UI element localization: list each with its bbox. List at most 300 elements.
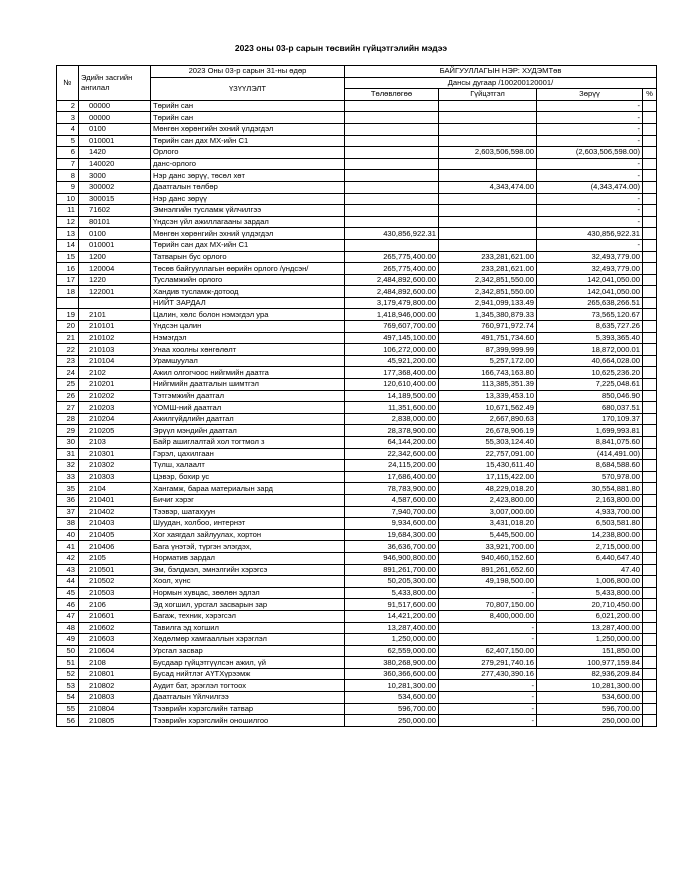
table-row [57, 668, 657, 680]
row-diff: 5,393,365.40 [537, 332, 643, 344]
row-econ-code: 00000 [79, 112, 151, 124]
row-pct [643, 263, 657, 275]
row-plan [345, 135, 439, 147]
row-number: 49 [57, 634, 79, 646]
row-diff: 8,684,588.60 [537, 460, 643, 472]
row-econ-code [79, 297, 151, 309]
row-pct [643, 123, 657, 135]
row-actual [439, 193, 537, 205]
row-actual: 48,229,018.20 [439, 483, 537, 495]
row-econ-code: 210104 [79, 355, 151, 367]
row-plan: 497,145,100.00 [345, 332, 439, 344]
table-row [57, 216, 657, 228]
row-diff: 1,006,800.00 [537, 576, 643, 588]
row-plan: 62,559,000.00 [345, 645, 439, 657]
row-econ-code: 210402 [79, 506, 151, 518]
row-diff: - [537, 239, 643, 251]
row-plan: 22,342,600.00 [345, 448, 439, 460]
table-row [57, 599, 657, 611]
row-number: 7 [57, 158, 79, 170]
table-row [57, 379, 657, 391]
row-indicator: Тавилга эд хогшил [151, 622, 345, 634]
row-econ-code: 2104 [79, 483, 151, 495]
row-actual: 891,261,652.60 [439, 564, 537, 576]
row-number: 4 [57, 123, 79, 135]
row-diff: 596,700.00 [537, 703, 643, 715]
table-row [57, 541, 657, 553]
row-indicator: Бусад нийтлэг АҮТХүрээмж [151, 668, 345, 680]
row-econ-code: 210502 [79, 576, 151, 588]
row-number: 15 [57, 251, 79, 263]
table-row [57, 321, 657, 333]
row-plan: 891,261,700.00 [345, 564, 439, 576]
row-indicator: Хог хаягдал зайлуулах, хортон [151, 529, 345, 541]
row-indicator: Урсгал засвар [151, 645, 345, 657]
row-diff: 6,503,581.80 [537, 518, 643, 530]
table-row [57, 112, 657, 124]
row-plan: 13,287,400.00 [345, 622, 439, 634]
row-plan: 91,517,600.00 [345, 599, 439, 611]
row-econ-code: 210301 [79, 448, 151, 460]
row-indicator: Төрийн сан [151, 112, 345, 124]
row-plan: 7,940,700.00 [345, 506, 439, 518]
row-indicator: Тэтгэмжийн даатгал [151, 390, 345, 402]
table-row [57, 344, 657, 356]
row-diff: 1,699,993.81 [537, 425, 643, 437]
table-row [57, 367, 657, 379]
row-econ-code: 210604 [79, 645, 151, 657]
row-plan [345, 216, 439, 228]
table-row [57, 147, 657, 159]
row-plan: 4,587,600.00 [345, 494, 439, 506]
row-diff: 430,856,922.31 [537, 228, 643, 240]
row-indicator: Эд хогшил, урсгал засварын зар [151, 599, 345, 611]
row-indicator: Норматив зардал [151, 552, 345, 564]
row-indicator: Шуудан, холбоо, интернэт [151, 518, 345, 530]
row-diff: - [537, 100, 643, 112]
row-econ-code: 2108 [79, 657, 151, 669]
row-econ-code: 210203 [79, 402, 151, 414]
table-row [57, 715, 657, 727]
row-actual: 279,291,740.16 [439, 657, 537, 669]
row-plan: 2,838,000.00 [345, 413, 439, 425]
table-row [57, 239, 657, 251]
row-indicator: Нийгмийн даатгалын шимтгэл [151, 379, 345, 391]
row-actual: 55,303,124.40 [439, 437, 537, 449]
table-row [57, 274, 657, 286]
row-actual: 277,430,390.16 [439, 668, 537, 680]
row-econ-code: 210503 [79, 587, 151, 599]
row-pct [643, 692, 657, 704]
row-number: 30 [57, 437, 79, 449]
row-indicator: Эмнэлгийн тусламж үйлчилгээ [151, 205, 345, 217]
row-plan: 596,700.00 [345, 703, 439, 715]
row-econ-code: 210205 [79, 425, 151, 437]
row-pct [643, 645, 657, 657]
row-plan: 1,250,000.00 [345, 634, 439, 646]
table-row [57, 251, 657, 263]
row-indicator: Даатгалын төлбөр [151, 181, 345, 193]
row-actual: - [439, 703, 537, 715]
row-indicator: Бага үнэтэй, түргэн элэгдэх, [151, 541, 345, 553]
row-actual: 2,342,851,550.00 [439, 286, 537, 298]
row-plan: 10,281,300.00 [345, 680, 439, 692]
row-plan [345, 100, 439, 112]
row-actual: 3,431,018.20 [439, 518, 537, 530]
row-pct [643, 216, 657, 228]
row-diff: 82,936,209.84 [537, 668, 643, 680]
row-econ-code: 2105 [79, 552, 151, 564]
row-actual [439, 100, 537, 112]
row-diff: 2,715,000.00 [537, 541, 643, 553]
row-indicator: данс-орлого [151, 158, 345, 170]
table-row [57, 634, 657, 646]
header-diff: Зөрүү [537, 89, 643, 101]
row-number: 43 [57, 564, 79, 576]
row-diff: 14,238,800.00 [537, 529, 643, 541]
row-number: 31 [57, 448, 79, 460]
row-number: 55 [57, 703, 79, 715]
row-number: 50 [57, 645, 79, 657]
row-plan: 250,000.00 [345, 715, 439, 727]
header-indicator: ҮЗҮҮЛЭЛТ [151, 77, 345, 100]
row-number: 21 [57, 332, 79, 344]
row-diff: - [537, 135, 643, 147]
row-diff: - [537, 193, 643, 205]
row-actual: 26,678,906.19 [439, 425, 537, 437]
header-period: 2023 Оны 03-р сарын 31-ны өдөр [151, 66, 345, 78]
row-actual: 17,115,422.00 [439, 471, 537, 483]
row-plan [345, 112, 439, 124]
row-econ-code: 210303 [79, 471, 151, 483]
row-indicator: Эм, бэлдмэл, эмнэлгийн хэрэгсэ [151, 564, 345, 576]
row-pct [643, 657, 657, 669]
table-row [57, 390, 657, 402]
row-pct [643, 239, 657, 251]
row-indicator: Ажилгүйдлийн даатгал [151, 413, 345, 425]
row-indicator: Даатгалын Үйлчилгээ [151, 692, 345, 704]
row-number: 33 [57, 471, 79, 483]
row-pct [643, 564, 657, 576]
row-actual: 8,400,000.00 [439, 610, 537, 622]
row-econ-code: 210401 [79, 494, 151, 506]
row-number: 48 [57, 622, 79, 634]
table-row [57, 228, 657, 240]
row-econ-code: 300002 [79, 181, 151, 193]
row-pct [643, 147, 657, 159]
row-pct [643, 541, 657, 553]
row-econ-code: 210602 [79, 622, 151, 634]
row-indicator: Хөдөлмөр хамгааллын хэрэглэл [151, 634, 345, 646]
row-number: 53 [57, 680, 79, 692]
row-diff: 10,625,236.20 [537, 367, 643, 379]
row-actual [439, 123, 537, 135]
row-indicator: Эрүүл мэндийн даатгал [151, 425, 345, 437]
row-econ-code: 0100 [79, 228, 151, 240]
table-row [57, 100, 657, 112]
row-pct [643, 622, 657, 634]
row-actual: - [439, 692, 537, 704]
row-plan: 3,179,479,800.00 [345, 297, 439, 309]
row-indicator: Татварын бус орлого [151, 251, 345, 263]
row-pct [643, 506, 657, 518]
row-indicator: Унаа хоолны хөнгөлөлт [151, 344, 345, 356]
table-row [57, 703, 657, 715]
row-plan: 5,433,800.00 [345, 587, 439, 599]
row-pct [643, 205, 657, 217]
row-pct [643, 425, 657, 437]
row-number: 54 [57, 692, 79, 704]
row-plan: 14,421,200.00 [345, 610, 439, 622]
row-diff: 32,493,779.00 [537, 263, 643, 275]
row-indicator: Төрийн сан дах МХ-ийн С1 [151, 239, 345, 251]
row-econ-code: 210405 [79, 529, 151, 541]
row-econ-code: 2102 [79, 367, 151, 379]
row-plan: 50,205,300.00 [345, 576, 439, 588]
row-econ-code: 122001 [79, 286, 151, 298]
row-number: 47 [57, 610, 79, 622]
table-row [57, 518, 657, 530]
row-diff: 2,163,800.00 [537, 494, 643, 506]
row-plan: 2,484,892,600.00 [345, 286, 439, 298]
row-actual: 760,971,972.74 [439, 321, 537, 333]
row-diff: 7,225,048.61 [537, 379, 643, 391]
row-diff: 73,565,120.67 [537, 309, 643, 321]
row-pct [643, 332, 657, 344]
row-indicator: Нэмэгдэл [151, 332, 345, 344]
row-number: 36 [57, 494, 79, 506]
row-actual [439, 170, 537, 182]
row-econ-code: 71602 [79, 205, 151, 217]
row-actual: 491,751,734.60 [439, 332, 537, 344]
row-diff: 151,850.00 [537, 645, 643, 657]
row-indicator: Багаж, техник, хэрэгсэл [151, 610, 345, 622]
table-row [57, 564, 657, 576]
row-plan [345, 181, 439, 193]
row-pct [643, 309, 657, 321]
row-econ-code: 210501 [79, 564, 151, 576]
row-plan [345, 158, 439, 170]
row-econ-code: 210403 [79, 518, 151, 530]
row-diff: (4,343,474.00) [537, 181, 643, 193]
row-actual [439, 158, 537, 170]
table-row [57, 355, 657, 367]
row-actual: 166,743,163.80 [439, 367, 537, 379]
row-plan: 430,856,922.31 [345, 228, 439, 240]
row-pct [643, 100, 657, 112]
row-indicator: ҮОМШ-ний даатгал [151, 402, 345, 414]
row-pct [643, 483, 657, 495]
row-number: 3 [57, 112, 79, 124]
row-indicator: Бичиг хэрэг [151, 494, 345, 506]
table-row [57, 297, 657, 309]
budget-table [56, 65, 657, 727]
table-row [57, 576, 657, 588]
row-diff: 47.40 [537, 564, 643, 576]
row-plan: 769,607,700.00 [345, 321, 439, 333]
row-pct [643, 715, 657, 727]
row-diff: - [537, 158, 643, 170]
row-number: 8 [57, 170, 79, 182]
row-actual: 2,941,099,133.49 [439, 297, 537, 309]
header-account: Дансы дугаар /100200120001/ [345, 77, 657, 89]
table-row [57, 413, 657, 425]
row-pct [643, 112, 657, 124]
row-diff: (414,491.00) [537, 448, 643, 460]
row-indicator: Хандив тусламж-дотоод [151, 286, 345, 298]
table-row [57, 158, 657, 170]
row-number: 35 [57, 483, 79, 495]
row-diff: - [537, 170, 643, 182]
row-indicator: Урамшуулал [151, 355, 345, 367]
row-econ-code: 2106 [79, 599, 151, 611]
row-pct [643, 494, 657, 506]
row-plan: 106,272,000.00 [345, 344, 439, 356]
row-indicator: Бусдаар гүйцэтгүүлсэн ажил, үй [151, 657, 345, 669]
row-actual [439, 205, 537, 217]
row-actual: 15,430,611.40 [439, 460, 537, 472]
row-pct [643, 193, 657, 205]
table-row [57, 170, 657, 182]
row-plan: 265,775,400.00 [345, 263, 439, 275]
row-indicator: Хангамж, бараа материалын зард [151, 483, 345, 495]
row-indicator: Ажил олгогчоос нийгмийн даатга [151, 367, 345, 379]
row-actual: 87,399,999.99 [439, 344, 537, 356]
table-row [57, 587, 657, 599]
row-number: 19 [57, 309, 79, 321]
table-row [57, 483, 657, 495]
row-number: 24 [57, 367, 79, 379]
row-plan [345, 205, 439, 217]
row-pct [643, 181, 657, 193]
row-indicator: Аудит бат, эрэглэл тогтоох [151, 680, 345, 692]
row-plan: 19,684,300.00 [345, 529, 439, 541]
table-body [57, 100, 657, 726]
table-row [57, 263, 657, 275]
row-indicator: Үндсэн цалин [151, 321, 345, 333]
row-diff: 6,021,200.00 [537, 610, 643, 622]
row-indicator: Мөнгөн хөрөнгийн эхний үлдэгдэл [151, 123, 345, 135]
row-diff: 570,978.00 [537, 471, 643, 483]
row-actual: - [439, 587, 537, 599]
row-plan: 2,484,892,600.00 [345, 274, 439, 286]
row-indicator: Мөнгөн хөрөнгийн эхний үлдэгдэл [151, 228, 345, 240]
row-diff: 8,841,075.60 [537, 437, 643, 449]
row-econ-code: 140020 [79, 158, 151, 170]
row-number: 14 [57, 239, 79, 251]
row-indicator: Тусламжийн орлого [151, 274, 345, 286]
row-indicator: Төрийн сан [151, 100, 345, 112]
row-indicator: Цалин, хөлс болон нэмэгдэл ура [151, 309, 345, 321]
row-econ-code: 80101 [79, 216, 151, 228]
row-number: 46 [57, 599, 79, 611]
row-number: 18 [57, 286, 79, 298]
table-row [57, 193, 657, 205]
row-diff: 170,109.37 [537, 413, 643, 425]
row-actual: 70,807,150.00 [439, 599, 537, 611]
row-pct [643, 518, 657, 530]
row-plan: 1,418,946,000.00 [345, 309, 439, 321]
table-row [57, 622, 657, 634]
table-row [57, 460, 657, 472]
row-diff: 142,041,050.00 [537, 286, 643, 298]
table-row [57, 680, 657, 692]
row-pct [643, 587, 657, 599]
row-pct [643, 344, 657, 356]
table-row [57, 123, 657, 135]
row-actual: 2,423,800.00 [439, 494, 537, 506]
header-no: № [57, 66, 79, 101]
row-number: 41 [57, 541, 79, 553]
row-diff: - [537, 123, 643, 135]
row-actual: 22,757,091.00 [439, 448, 537, 460]
row-pct [643, 552, 657, 564]
row-pct [643, 413, 657, 425]
row-pct [643, 680, 657, 692]
row-diff: 1,250,000.00 [537, 634, 643, 646]
row-actual: 2,342,851,550.00 [439, 274, 537, 286]
row-number: 12 [57, 216, 79, 228]
row-econ-code: 0100 [79, 123, 151, 135]
row-indicator: Нэр данс зөрүү [151, 193, 345, 205]
row-indicator: Орлого [151, 147, 345, 159]
row-number: 2 [57, 100, 79, 112]
row-pct [643, 703, 657, 715]
row-number: 40 [57, 529, 79, 541]
row-econ-code: 210805 [79, 715, 151, 727]
row-plan: 177,368,400.00 [345, 367, 439, 379]
row-pct [643, 251, 657, 263]
row-actual: 3,007,000.00 [439, 506, 537, 518]
row-econ-code: 210804 [79, 703, 151, 715]
row-diff: 6,440,647.40 [537, 552, 643, 564]
row-econ-code: 210102 [79, 332, 151, 344]
row-pct [643, 390, 657, 402]
row-econ-code: 120004 [79, 263, 151, 275]
row-actual [439, 228, 537, 240]
row-econ-code: 210201 [79, 379, 151, 391]
row-pct [643, 471, 657, 483]
row-plan: 36,636,700.00 [345, 541, 439, 553]
header-actual: Гүйцэтгэл [439, 89, 537, 101]
row-actual: 49,198,500.00 [439, 576, 537, 588]
row-actual: 5,257,172.00 [439, 355, 537, 367]
document-title: 2023 оны 03-р сарын төсвийн гүйцэтгэлийн мэдээ [234, 43, 448, 53]
row-diff: 30,554,881.80 [537, 483, 643, 495]
row-indicator: Нормын хувцас, зөөлөн эдлэл [151, 587, 345, 599]
row-number [57, 297, 79, 309]
row-plan: 78,783,900.00 [345, 483, 439, 495]
row-econ-code: 210802 [79, 680, 151, 692]
row-pct [643, 170, 657, 182]
row-pct [643, 274, 657, 286]
row-actual: 2,603,506,598.00 [439, 147, 537, 159]
row-diff: (2,603,506,598.00) [537, 147, 643, 159]
table-row [57, 402, 657, 414]
row-plan: 9,934,600.00 [345, 518, 439, 530]
row-indicator: НИЙТ ЗАРДАЛ [151, 297, 345, 309]
row-diff: - [537, 205, 643, 217]
row-indicator: Нэр данс зөрүү, төсөл хөт [151, 170, 345, 182]
header-pct: % [643, 89, 657, 101]
row-econ-code: 2101 [79, 309, 151, 321]
header-org-name: БАЙГУУЛЛАГЫН НЭР: ХУДЭМТөв [345, 66, 657, 78]
row-diff: 850,046.90 [537, 390, 643, 402]
row-actual: 233,281,621.00 [439, 251, 537, 263]
row-indicator: Тээвэр, шатахуун [151, 506, 345, 518]
row-number: 26 [57, 390, 79, 402]
row-actual: 2,667,890.63 [439, 413, 537, 425]
